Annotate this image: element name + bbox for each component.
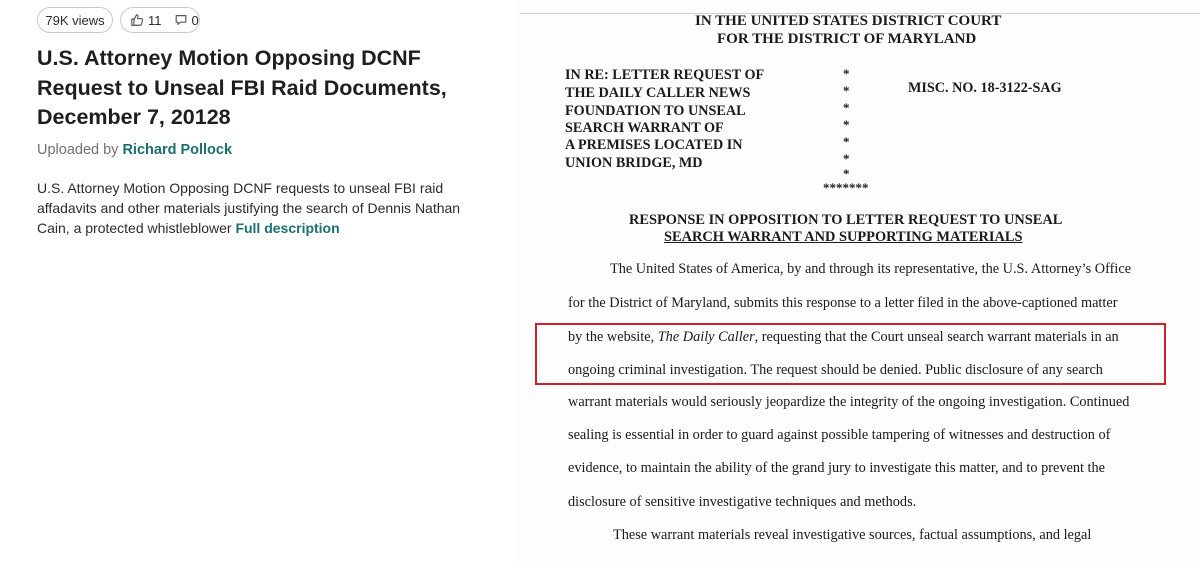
body-text-line: for the District of Maryland, submits this response to a letter filed in the above-captioned matter [568,295,1118,311]
court-heading-line2: FOR THE DISTRICT OF MARYLAND [717,31,977,47]
caption-line: IN RE: LETTER REQUEST OF [565,67,765,83]
caption-line: SEARCH WARRANT OF [565,120,724,136]
thumbs-up-icon[interactable] [130,13,144,27]
uploaded-by-label: Uploaded by [37,142,119,158]
caption-line: THE DAILY CALLER NEWS [565,85,751,101]
body-text-line: warrant materials would seriously jeopardize the integrity of the ongoing investigation. Continued [568,394,1130,410]
comment-icon[interactable] [174,13,188,27]
reactions-pill [120,7,200,33]
red-highlight-box [535,323,1166,385]
body-text-line: evidence, to maintain the ability of the grand jury to investigate this matter, and to prevent the [568,460,1105,476]
body-text-line: sealing is essential in order to guard against possible tampering of witnesses and destruction of [568,427,1111,443]
caption-star: * [843,134,850,149]
body-text-line: The United States of America, by and through its representative, the U.S. Attorney’s Office [610,261,1132,277]
uploader-line [37,142,232,158]
publication-name: The Daily Caller [657,329,755,345]
caption-star: * [843,66,850,81]
body-text-line: ongoing criminal investigation. The request should be denied. Public disclosure of any search [568,362,1103,378]
caption-star: * [843,100,850,115]
response-title-line2: SEARCH WARRANT AND SUPPORTING MATERIALS [664,229,1023,245]
comments-count: 0 [191,12,199,28]
caption-line: A PREMISES LOCATED IN [565,137,743,153]
misc-number: MISC. NO. 18-3122-SAG [908,80,1062,96]
caption-line: FOUNDATION TO UNSEAL [565,103,746,119]
document-info-panel [0,0,510,563]
court-heading-line1: IN THE UNITED STATES DISTRICT COURT [695,13,1002,29]
body-text-line: disclosure of sensitive investigative techniques and methods. [568,494,917,510]
full-description-link[interactable]: Full description [235,220,340,236]
likes-count: 11 [148,12,162,28]
caption-star: * [843,166,850,181]
views-count: 79K views [45,12,105,28]
caption-star: * [843,117,850,132]
description-text: U.S. Attorney Motion Opposing DCNF requests to unseal FBI raid affadavits and other materials justifying the search of Dennis Nathan Cain, a protected whistleblower [37,180,461,236]
document-description [37,178,487,238]
caption-star: * [843,83,850,98]
caption-star: * [843,151,850,166]
body-text-line: by the website, The Daily Caller, requesting that the Court unseal search warrant materials in an [568,329,1119,345]
document-title: U.S. Attorney Motion Opposing DCNF Request to Unseal FBI Raid Documents, December 7, 20128 [37,46,447,129]
response-title-line1: RESPONSE IN OPPOSITION TO LETTER REQUEST TO UNSEAL [629,212,1063,228]
body-text-line: These warrant materials reveal investigative sources, factual assumptions, and legal [613,527,1092,543]
views-badge [37,7,113,33]
uploader-link[interactable]: Richard Pollock [122,142,233,158]
caption-stars-end: ******* [823,180,869,195]
document-page-view [515,0,1200,563]
caption-line: UNION BRIDGE, MD [565,155,703,171]
